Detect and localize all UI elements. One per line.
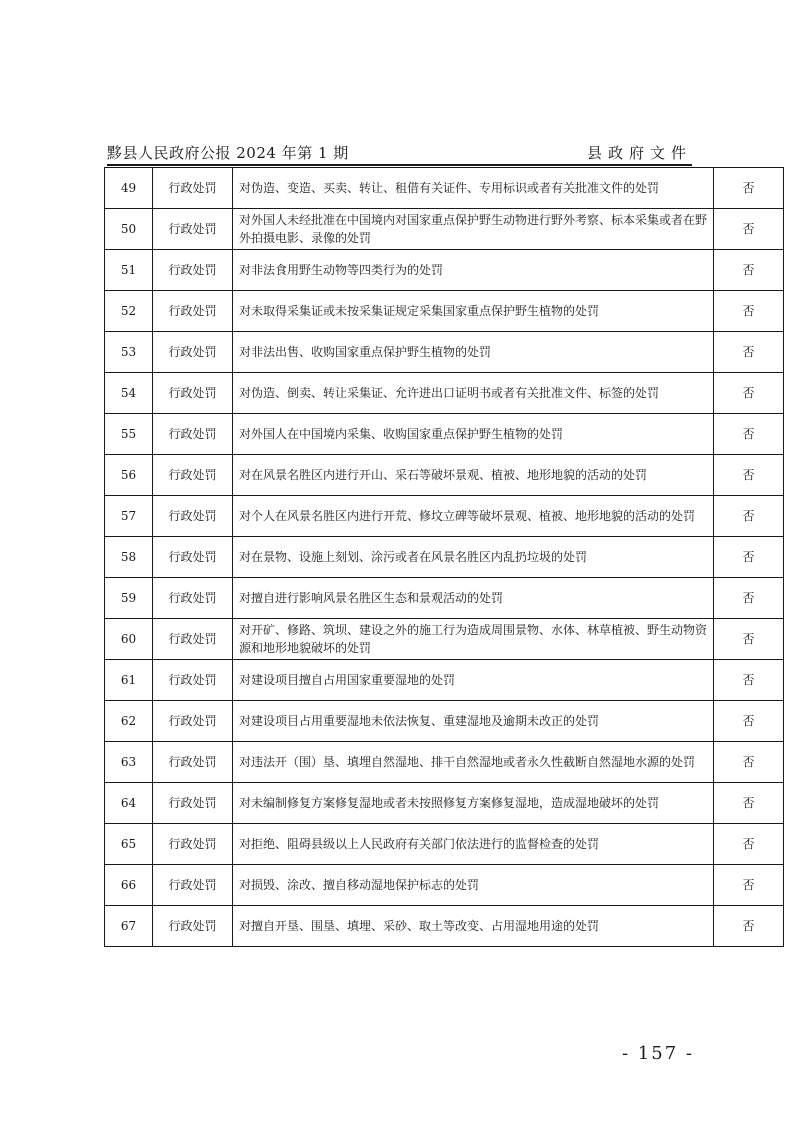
row-description: 对伪造、变造、买卖、转让、租借有关证件、专用标识或者有关批准文件的处罚 bbox=[233, 168, 714, 209]
row-number: 51 bbox=[105, 250, 153, 291]
row-type: 行政处罚 bbox=[153, 578, 233, 619]
row-number: 64 bbox=[105, 783, 153, 824]
row-flag: 否 bbox=[714, 496, 784, 537]
row-type: 行政处罚 bbox=[153, 209, 233, 250]
row-type: 行政处罚 bbox=[153, 906, 233, 947]
row-number: 50 bbox=[105, 209, 153, 250]
table-row bbox=[105, 496, 784, 537]
row-number: 63 bbox=[105, 742, 153, 783]
row-type: 行政处罚 bbox=[153, 537, 233, 578]
row-flag: 否 bbox=[714, 209, 784, 250]
penalty-table bbox=[104, 167, 784, 947]
row-description: 对在景物、设施上刻划、涂污或者在风景名胜区内乱扔垃圾的处罚 bbox=[233, 537, 714, 578]
table-row bbox=[105, 414, 784, 455]
table-row bbox=[105, 824, 784, 865]
table-row bbox=[105, 332, 784, 373]
row-type: 行政处罚 bbox=[153, 291, 233, 332]
row-description: 对开矿、修路、筑坝、建设之外的施工行为造成周围景物、水体、林草植被、野生动物资源和地形地貌破坏的处罚 bbox=[233, 619, 714, 660]
row-type: 行政处罚 bbox=[153, 619, 233, 660]
row-number: 66 bbox=[105, 865, 153, 906]
row-number: 49 bbox=[105, 168, 153, 209]
table-row bbox=[105, 250, 784, 291]
section-title: 县政府文件 bbox=[586, 144, 692, 162]
row-number: 57 bbox=[105, 496, 153, 537]
row-description: 对未编制修复方案修复湿地或者未按照修复方案修复湿地，造成湿地破坏的处罚 bbox=[233, 783, 714, 824]
row-type: 行政处罚 bbox=[153, 414, 233, 455]
row-type: 行政处罚 bbox=[153, 373, 233, 414]
row-description: 对拒绝、阻碍县级以上人民政府有关部门依法进行的监督检查的处罚 bbox=[233, 824, 714, 865]
row-number: 62 bbox=[105, 701, 153, 742]
row-type: 行政处罚 bbox=[153, 660, 233, 701]
table-row bbox=[105, 742, 784, 783]
row-flag: 否 bbox=[714, 783, 784, 824]
row-description: 对非法食用野生动物等四类行为的处罚 bbox=[233, 250, 714, 291]
table-row bbox=[105, 783, 784, 824]
row-type: 行政处罚 bbox=[153, 824, 233, 865]
row-description: 对建设项目占用重要湿地未依法恢复、重建湿地及逾期未改正的处罚 bbox=[233, 701, 714, 742]
row-type: 行政处罚 bbox=[153, 783, 233, 824]
table-row bbox=[105, 865, 784, 906]
row-description: 对非法出售、收购国家重点保护野生植物的处罚 bbox=[233, 332, 714, 373]
row-flag: 否 bbox=[714, 455, 784, 496]
row-number: 65 bbox=[105, 824, 153, 865]
page-number: - 157 - bbox=[622, 1043, 694, 1064]
row-description: 对伪造、倒卖、转让采集证、允许进出口证明书或者有关批准文件、标签的处罚 bbox=[233, 373, 714, 414]
row-number: 55 bbox=[105, 414, 153, 455]
row-flag: 否 bbox=[714, 578, 784, 619]
row-flag: 否 bbox=[714, 291, 784, 332]
row-flag: 否 bbox=[714, 250, 784, 291]
table-row bbox=[105, 660, 784, 701]
row-description: 对未取得采集证或未按采集证规定采集国家重点保护野生植物的处罚 bbox=[233, 291, 714, 332]
row-description: 对损毁、涂改、擅自移动湿地保护标志的处罚 bbox=[233, 865, 714, 906]
row-description: 对擅自进行影响风景名胜区生态和景观活动的处罚 bbox=[233, 578, 714, 619]
row-flag: 否 bbox=[714, 537, 784, 578]
row-flag: 否 bbox=[714, 906, 784, 947]
row-number: 59 bbox=[105, 578, 153, 619]
row-type: 行政处罚 bbox=[153, 455, 233, 496]
row-type: 行政处罚 bbox=[153, 742, 233, 783]
row-number: 56 bbox=[105, 455, 153, 496]
page-header bbox=[107, 140, 692, 166]
table-row bbox=[105, 209, 784, 250]
row-flag: 否 bbox=[714, 168, 784, 209]
row-description: 对个人在风景名胜区内进行开荒、修坟立碑等破坏景观、植被、地形地貌的活动的处罚 bbox=[233, 496, 714, 537]
row-flag: 否 bbox=[714, 742, 784, 783]
row-flag: 否 bbox=[714, 619, 784, 660]
row-description: 对外国人未经批准在中国境内对国家重点保护野生动物进行野外考察、标本采集或者在野外拍摄电影、录像的处罚 bbox=[233, 209, 714, 250]
row-flag: 否 bbox=[714, 865, 784, 906]
row-flag: 否 bbox=[714, 332, 784, 373]
row-number: 67 bbox=[105, 906, 153, 947]
row-type: 行政处罚 bbox=[153, 496, 233, 537]
row-description: 对违法开（围）垦、填埋自然湿地、排干自然湿地或者永久性截断自然湿地水源的处罚 bbox=[233, 742, 714, 783]
row-number: 54 bbox=[105, 373, 153, 414]
row-flag: 否 bbox=[714, 660, 784, 701]
row-flag: 否 bbox=[714, 373, 784, 414]
table-row bbox=[105, 619, 784, 660]
table-row bbox=[105, 537, 784, 578]
table-row bbox=[105, 455, 784, 496]
row-flag: 否 bbox=[714, 824, 784, 865]
table-row bbox=[105, 906, 784, 947]
table-row bbox=[105, 701, 784, 742]
row-number: 60 bbox=[105, 619, 153, 660]
row-flag: 否 bbox=[714, 414, 784, 455]
row-flag: 否 bbox=[714, 701, 784, 742]
row-type: 行政处罚 bbox=[153, 168, 233, 209]
row-number: 61 bbox=[105, 660, 153, 701]
row-type: 行政处罚 bbox=[153, 701, 233, 742]
row-type: 行政处罚 bbox=[153, 865, 233, 906]
row-description: 对建设项目擅自占用国家重要湿地的处罚 bbox=[233, 660, 714, 701]
row-number: 58 bbox=[105, 537, 153, 578]
row-description: 对外国人在中国境内采集、收购国家重点保护野生植物的处罚 bbox=[233, 414, 714, 455]
row-type: 行政处罚 bbox=[153, 332, 233, 373]
table-row bbox=[105, 373, 784, 414]
row-description: 对在风景名胜区内进行开山、采石等破坏景观、植被、地形地貌的活动的处罚 bbox=[233, 455, 714, 496]
row-number: 52 bbox=[105, 291, 153, 332]
bulletin-title: 黟县人民政府公报 2024 年第 1 期 bbox=[107, 144, 349, 162]
table-row bbox=[105, 291, 784, 332]
table-row bbox=[105, 578, 784, 619]
table-row bbox=[105, 168, 784, 209]
row-number: 53 bbox=[105, 332, 153, 373]
row-type: 行政处罚 bbox=[153, 250, 233, 291]
row-description: 对擅自开垦、围垦、填埋、采砂、取土等改变、占用湿地用途的处罚 bbox=[233, 906, 714, 947]
